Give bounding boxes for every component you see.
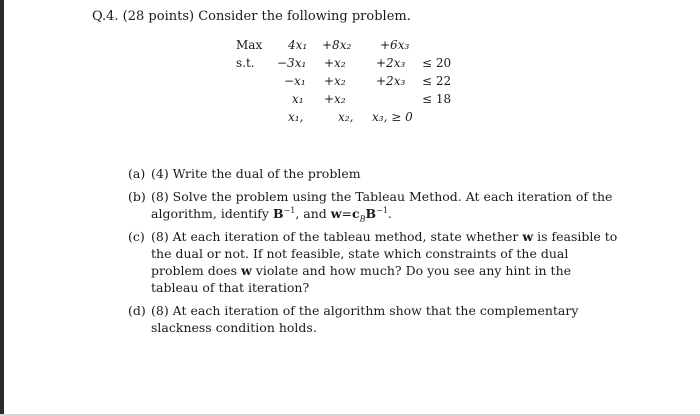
part-label: (b) [128, 189, 146, 204]
inverse-superscript: −1 [283, 205, 296, 215]
c3-term-1: x₁ [292, 92, 304, 106]
part-d [128, 302, 618, 336]
inverse-superscript: −1 [376, 205, 388, 215]
part-text: (8) At each iteration of the algorithm show that the complementary slackness condition holds. [151, 303, 579, 335]
c1-term-3: +2x₃ [376, 56, 406, 70]
nonneg-x2: x₂, [338, 110, 354, 124]
b-inverse-symbol: B [272, 206, 284, 221]
c1-term-1: −3x₁ [277, 56, 307, 70]
basis-subscript: B [359, 214, 366, 224]
part-a [128, 165, 618, 182]
part-label: (a) [128, 166, 146, 181]
c-symbol: c [352, 206, 360, 221]
question-parts [128, 165, 618, 342]
left-frame-edge [0, 0, 4, 416]
part-text: (8) At each iteration of the tableau method, state whether [151, 229, 523, 244]
w-symbol: w [330, 206, 342, 221]
c3-term-2: +x₂ [324, 92, 346, 106]
part-text-mid: is feasible to the dual or not. If not feasible, state which constraints of the dual problem does [151, 229, 618, 278]
c2-rhs: ≤ 22 [422, 74, 452, 88]
part-text: (4) Write the dual of the problem [151, 166, 361, 181]
c2-term-3: +2x₃ [376, 74, 406, 88]
nonneg-x1: x₁, [288, 110, 304, 124]
b-symbol: B [365, 206, 377, 221]
part-b [128, 188, 618, 222]
equals-sign: = [341, 206, 353, 221]
c3-rhs: ≤ 18 [422, 92, 452, 106]
obj-term-1: 4x₁ [288, 38, 308, 52]
c2-term-2: +x₂ [324, 74, 346, 88]
w-symbol: w [241, 263, 252, 278]
obj-term-2: +8x₂ [322, 38, 352, 52]
w-symbol: w [522, 229, 534, 244]
part-c [128, 228, 618, 296]
part-text: (8) Solve the problem using the Tableau Method. At each iteration of the algorithm, identify [151, 189, 613, 221]
part-label: (c) [128, 229, 145, 244]
st-label: s.t. [236, 56, 255, 70]
max-label: Max [236, 38, 263, 52]
obj-term-3: +6x₃ [380, 38, 410, 52]
part-text-end: . [387, 206, 392, 221]
c1-term-2: +x₂ [324, 56, 346, 70]
question-title: Q.4. (28 points) Consider the following problem. [92, 9, 411, 24]
c1-rhs: ≤ 20 [422, 56, 452, 70]
nonneg-x3: x₃, ≥ 0 [372, 110, 413, 124]
part-text-mid: , and [295, 206, 331, 221]
c2-term-1: −x₁ [284, 74, 306, 88]
part-text-end: violate and how much? Do you see any hint in the tableau of that iteration? [151, 263, 572, 295]
part-label: (d) [128, 303, 146, 318]
